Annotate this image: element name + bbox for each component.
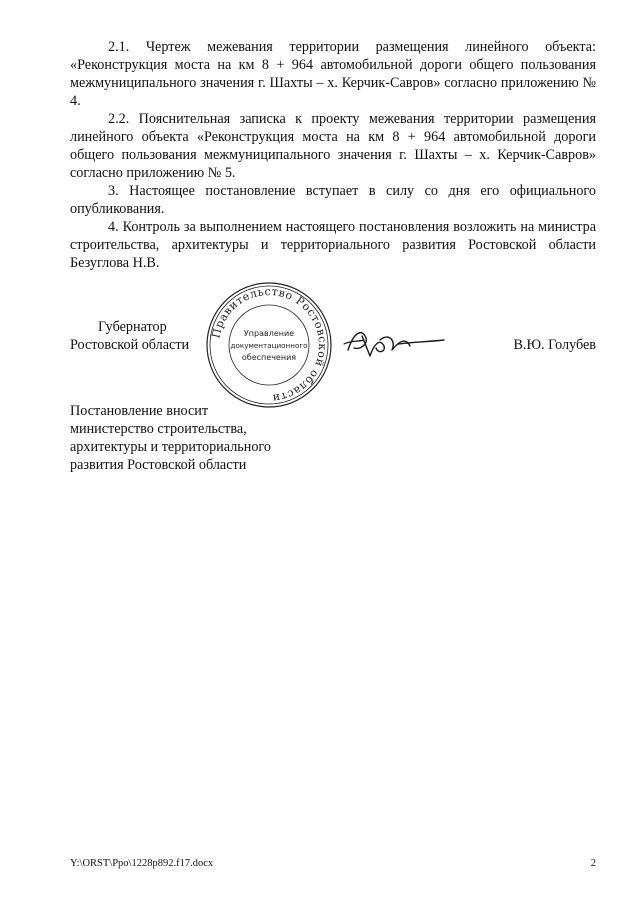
seal-inner-line3: обеспечения bbox=[241, 353, 297, 362]
body-text bbox=[70, 38, 596, 272]
seal-outer-text: Правительство Ростовской области bbox=[209, 284, 330, 405]
footer-page-number: 2 bbox=[590, 858, 596, 869]
submitted-line-3: архитектуры и территориального bbox=[70, 439, 271, 455]
seal-inner-line2: документационного bbox=[230, 341, 308, 350]
paragraph-3: 3. Настоящее постановление вступает в силу со дня его официального опубликования. bbox=[70, 183, 596, 217]
submitted-line-4: развития Ростовской области bbox=[70, 457, 247, 473]
handwritten-signature bbox=[340, 320, 450, 364]
submitted-line-2: министерство строительства, bbox=[70, 421, 247, 437]
submitted-line-1: Постановление вносит bbox=[70, 403, 209, 419]
paragraph-4: 4. Контроль за выполнением настоящего постановления возложить на министра строительства, архитектуры и территориального развития Ростовской области Безуглова Н.В. bbox=[70, 219, 596, 271]
signature-block bbox=[0, 280, 640, 410]
paragraph-2-2: 2.2. Пояснительная записка к проекту межевания территории размещения линейного объекта «Реконструкция моста на км 8 + 964 автомобильной дороги общего пользования межмуниципального значения г. Шахты – х. Керчик-Савров» согласно приложению № 5. bbox=[70, 111, 596, 181]
official-seal bbox=[204, 280, 334, 410]
governor-name: В.Ю. Голубев bbox=[513, 337, 596, 353]
governor-title-line1: Губернатор bbox=[98, 319, 167, 335]
paragraph-2-1: 2.1. Чертеж межевания территории размещения линейного объекта: «Реконструкция моста на км 8 + 964 автомобильной дороги общего пользования межмуниципального значения г. Шахты – х. Керчик-Савров» согласно приложению № 4. bbox=[70, 39, 596, 109]
seal-inner-line1: Управление bbox=[243, 329, 295, 338]
governor-title bbox=[70, 318, 189, 354]
footer-file-path: Y:\ORST\Ppo\1228p892.f17.docx bbox=[70, 858, 214, 869]
governor-title-line2: Ростовской области bbox=[70, 337, 190, 353]
submitted-by-note bbox=[70, 402, 271, 474]
